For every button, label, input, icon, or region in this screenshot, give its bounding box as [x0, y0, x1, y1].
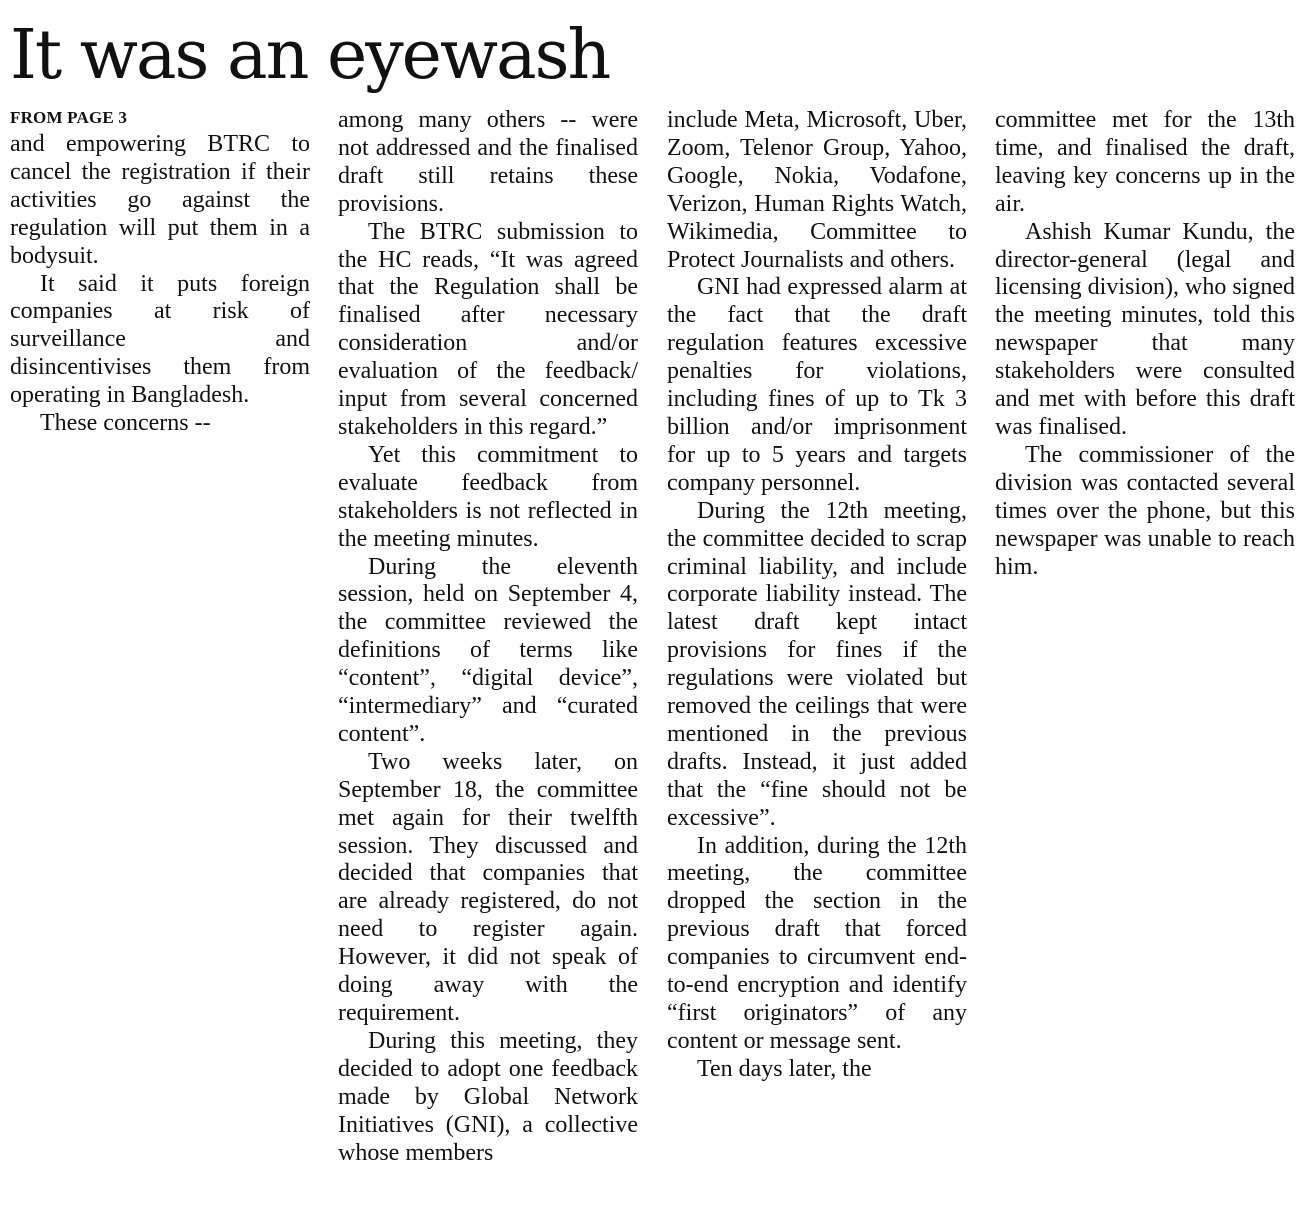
paragraph: include Meta, Microsoft, Uber, Zoom, Telenor Group, Yahoo, Google, Nokia, Vodafone, Verizon, Human Rights Watch, Wikimedia, Committee to Protect Journalists and others. [667, 107, 967, 273]
paragraph: The commissioner of the division was contacted several times over the phone, but this newspaper was unable to reach him. [995, 441, 1295, 580]
paragraph: In addition, during the 12th meeting, the committee dropped the section in the previous draft that forced companies to circumvent end-to-end encryption and identify “first originators” of any content or message sent. [667, 832, 967, 1054]
paragraph: The BTRC submission to the HC reads, “It was agreed that the Regulation shall be finalised after necessary consideration and/or evaluation of the feedback/ input from several concerned stakeholders in this regard.” [338, 218, 638, 440]
paragraph: During the eleventh session, held on September 4, the committee reviewed the definitions of terms like “content”, “digital device”, “intermediary” and “curated content”. [338, 553, 638, 747]
paragraph: committee met for the 13th time, and finalised the draft, leaving key concerns up in the air. [995, 107, 1295, 217]
paragraph: Two weeks later, on September 18, the committee met again for their twelfth session. They discussed and decided that companies that are already registered, do not need to register again. However, it did not speak of doing away with the requirement. [338, 748, 638, 1026]
paragraph: Ashish Kumar Kundu, the director-general (legal and licensing division), who signed the meeting minutes, told this newspaper that many stakeholders were consulted and met with before this draft was finalised. [995, 218, 1295, 440]
article-column-3 [667, 107, 967, 1084]
continuation-kicker: FROM PAGE 3 [10, 108, 128, 127]
paragraph: During the 12th meeting, the committee decided to scrap criminal liability, and include corporate liability instead. The latest draft kept intact provisions for fines if the regulations were violated but removed the ceilings that were mentioned in the previous drafts. Instead, it just added that the “fine should not be excessive”. [667, 497, 967, 831]
paragraph: These concerns -- [40, 410, 211, 437]
article-column-4 [995, 107, 1295, 581]
article-column-2 [338, 107, 638, 1167]
headline: It was an eyewash [10, 16, 610, 95]
paragraph: Yet this commitment to evaluate feedback from stakeholders is not reflected in the meeting minutes. [338, 441, 638, 552]
paragraph: During this meeting, they decided to adopt one feedback made by Global Network Initiatives (GNI), a collective whose members [338, 1027, 638, 1166]
paragraph: and empowering BTRC to cancel the registration if their activities go against the regulation will put them in a bodysuit. [10, 131, 310, 269]
paragraph: It said it puts foreign companies at risk of surveillance and disincentivises them from operating in Bangladesh. [10, 270, 310, 409]
paragraph: Ten days later, the [697, 1055, 872, 1082]
article-column-1 [10, 107, 310, 438]
paragraph: among many others -- were not addressed and the finalised draft still retains these provisions. [338, 107, 638, 217]
paragraph: GNI had expressed alarm at the fact that the draft regulation features excessive penalties for violations, including fines of up to Tk 3 billion and/or imprisonment for up to 5 years and targets company personnel. [667, 274, 967, 496]
